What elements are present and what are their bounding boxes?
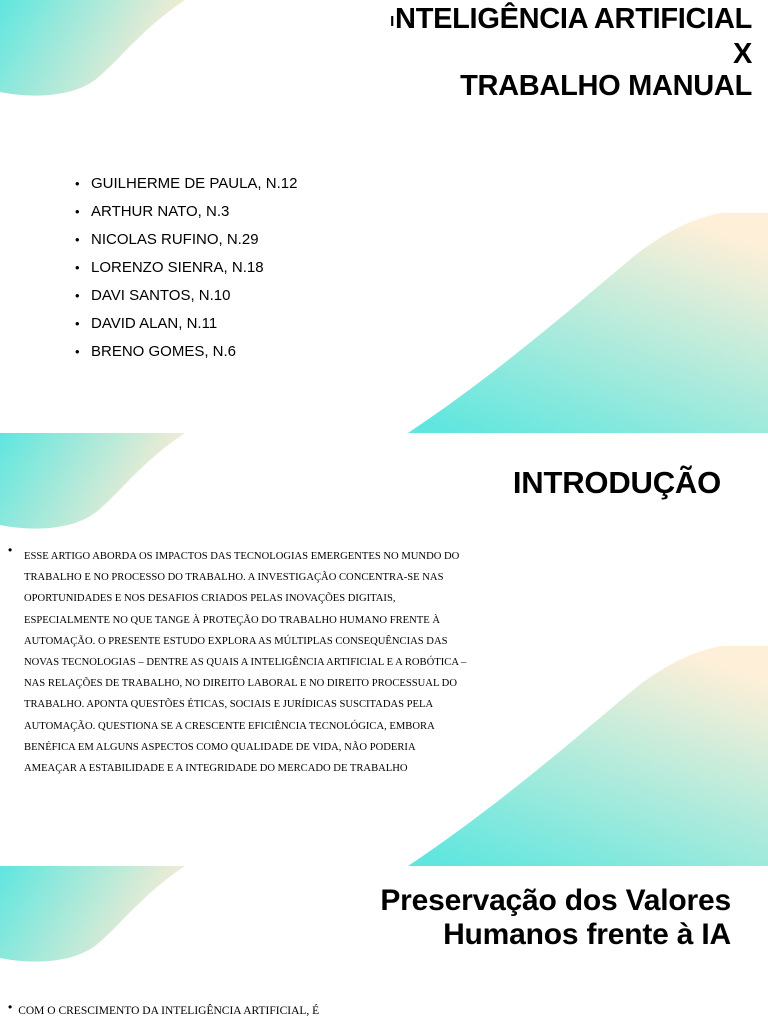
title-line-3: TRABALHO MANUAL bbox=[460, 70, 752, 102]
list-item: • NICOLAS RUFINO, N.29 bbox=[75, 226, 297, 254]
slide-introduction bbox=[0, 433, 768, 866]
paragraph-text: COM O CRESCIMENTO DA INTELIGÊNCIA ARTIFICIAL, É bbox=[18, 1005, 320, 1017]
list-item: • LORENZO SIENRA, N.18 bbox=[75, 254, 297, 282]
slide-human-values bbox=[0, 866, 768, 1024]
page-title bbox=[380, 884, 731, 952]
introduction-paragraph bbox=[8, 543, 468, 779]
corner-decoration-top-left bbox=[0, 866, 190, 966]
corner-decoration-top-left bbox=[0, 433, 190, 533]
title-prefix: I bbox=[390, 13, 395, 30]
bullet-icon: • bbox=[8, 543, 13, 557]
title-line-1: Preservação dos Valores bbox=[380, 884, 731, 917]
list-item: • DAVID ALAN, N.11 bbox=[75, 310, 297, 338]
slide-title bbox=[0, 0, 768, 433]
title-line-1: NTELIGÊNCIA ARTIFICIAL bbox=[395, 3, 752, 35]
page-title: INTRODUÇÃO bbox=[512, 465, 721, 500]
title-line-2: Humanos frente à IA bbox=[443, 918, 731, 951]
corner-decoration-bottom-right bbox=[388, 213, 768, 433]
paragraph-text: ESSE ARTIGO ABORDA OS IMPACTOS DAS TECNOLOGIAS EMERGENTES NO MUNDO DO TRABALHO E NO PROCESSO DO TRABALHO. A INVESTIGAÇÃO CONCENTRA-SE NAS OPORTUNIDADES E NOS DESAFIOS CRIADOS PELAS INOVAÇÕES DIGITAIS, ESPECIALMENTE NO QUE TANGE À PROTEÇÃO DO TRABALHO HUMANO FRENTE À AUTOMAÇÃO. O PRESENTE ESTUDO EXPLORA AS MÚLTIPLAS CONSEQUÊNCIAS DAS NOVAS TECNOLOGIAS – DENTRE AS QUAIS A INTELIGÊNCIA ARTIFICIAL E A ROBÓTICA – NAS RELAÇÕES DE TRABALHO, NO DIREITO LABORAL E NO DIREITO PROCESSUAL DO TRABALHO. APONTA QUESTÕES ÉTICAS, SOCIAIS E JURÍDICAS SUSCITADAS PELA AUTOMAÇÃO. QUESTIONA SE A CRESCENTE EFICIÊNCIA TECNOLÓGICA, EMBORA BENÉFICA EM ALGUNS ASPECTOS COMO QUALIDADE DE VIDA, NÃO PODERIA AMEAÇAR A ESTABILIDADE E A INTEGRIDADE DO MERCADO DE TRABALHO bbox=[24, 551, 467, 775]
list-item: • ARTHUR NATO, N.3 bbox=[75, 198, 297, 226]
paragraph bbox=[8, 1000, 320, 1017]
members-list bbox=[75, 170, 297, 366]
list-item: • BRENO GOMES, N.6 bbox=[75, 338, 297, 366]
list-item: • GUILHERME DE PAULA, N.12 bbox=[75, 170, 297, 198]
list-item: • DAVI SANTOS, N.10 bbox=[75, 282, 297, 310]
title-line-2: X bbox=[732, 38, 752, 70]
bullet-icon: • bbox=[8, 1000, 13, 1014]
corner-decoration-top-left bbox=[0, 0, 190, 100]
slide-title-heading bbox=[390, 3, 752, 102]
